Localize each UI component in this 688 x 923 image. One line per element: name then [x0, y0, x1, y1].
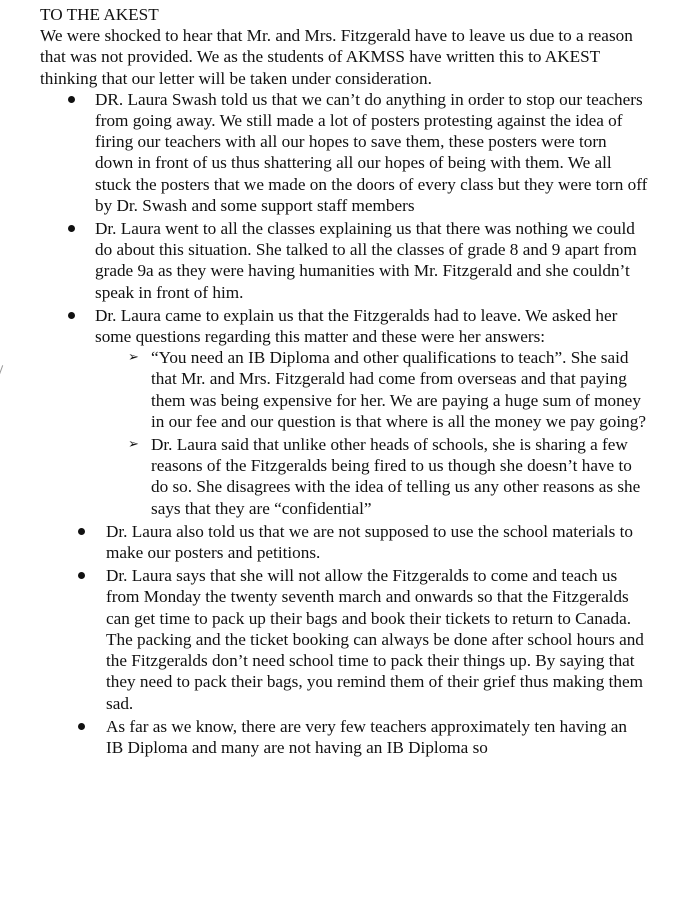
letter-intro: We were shocked to hear that Mr. and Mrs. Fitzgerald have to leave us due to a reason that was not provided. We as the students of AKMSS have written this to AKEST thinking that our letter will be taken under consideration. [40, 26, 633, 88]
scan-mark-icon [0, 365, 9, 379]
list-item [40, 716, 648, 758]
list-item [40, 218, 648, 303]
list-item [40, 89, 648, 216]
bullet-icon [78, 572, 85, 579]
list-item [40, 305, 648, 519]
letter-heading: TO THE AKEST [40, 5, 159, 24]
sub-list-item [95, 434, 648, 519]
bullet-list [40, 89, 648, 758]
sub-bullet-text: “You need an IB Diploma and other qualifications to teach”. She said that Mr. and Mrs. Fitzgerald had come from overseas and that paying them was being expensive for her. We are paying a huge sum of money in our fee and our question is that where is all the money we pay going? [151, 348, 646, 431]
bullet-text: Dr. Laura went to all the classes explaining us that there was nothing we could do about this situation. She talked to all the classes of grade 8 and 9 apart from grade 9a as they were having humanities with Mr. Fitzgerald and she couldn’t speak in front of him. [95, 219, 637, 302]
bullet-text: As far as we know, there are very few teachers approximately ten having an IB Diploma and many are not having an IB Diploma so [106, 716, 627, 757]
sub-bullet-list [95, 347, 648, 519]
bullet-text: Dr. Laura also told us that we are not supposed to use the school materials to make our posters and petitions. [106, 521, 633, 563]
bullet-icon [78, 528, 85, 535]
list-item [40, 521, 648, 563]
bullet-icon [68, 312, 75, 319]
arrowhead-right-icon: ➢ [128, 350, 139, 366]
bullet-text: Dr. Laura says that she will not allow the Fitzgeralds to come and teach us from Monday the twenty seventh march and onwards so that the Fitzgeralds can get time to pack up their bags and book their tickets to return to Canada. The packing and the ticket booking can always be done after school hours and the Fitzgeralds don’t need school time to pack their things up. By saying that they need to pack their bags, you remind them of their grief thus making them sad. [106, 566, 644, 713]
bullet-icon [68, 96, 75, 103]
bullet-text: DR. Laura Swash told us that we can’t do anything in order to stop our teachers from going away. We still made a lot of posters protesting against the idea of firing our teachers with all our hopes to save them, these posters were torn down in front of us thus shattering all our hopes of being with them. We all stuck the posters that we made on the doors of every class but they were torn off by Dr. Swash and some support staff members [95, 89, 648, 215]
sub-list-item [95, 347, 648, 432]
bullet-icon [78, 723, 85, 730]
bullet-text: Dr. Laura came to explain us that the Fitzgeralds had to leave. We asked her some questions regarding this matter and these were her answers: [95, 305, 618, 347]
arrowhead-right-icon: ➢ [128, 437, 139, 453]
bullet-icon [68, 225, 75, 232]
list-item [40, 565, 648, 713]
sub-bullet-text: Dr. Laura said that unlike other heads of schools, she is sharing a few reasons of the Fitzgeralds being fired to us though she doesn’t have to do so. She disagrees with the idea of telling us any other reasons as she says that they are “confidential” [151, 435, 641, 518]
